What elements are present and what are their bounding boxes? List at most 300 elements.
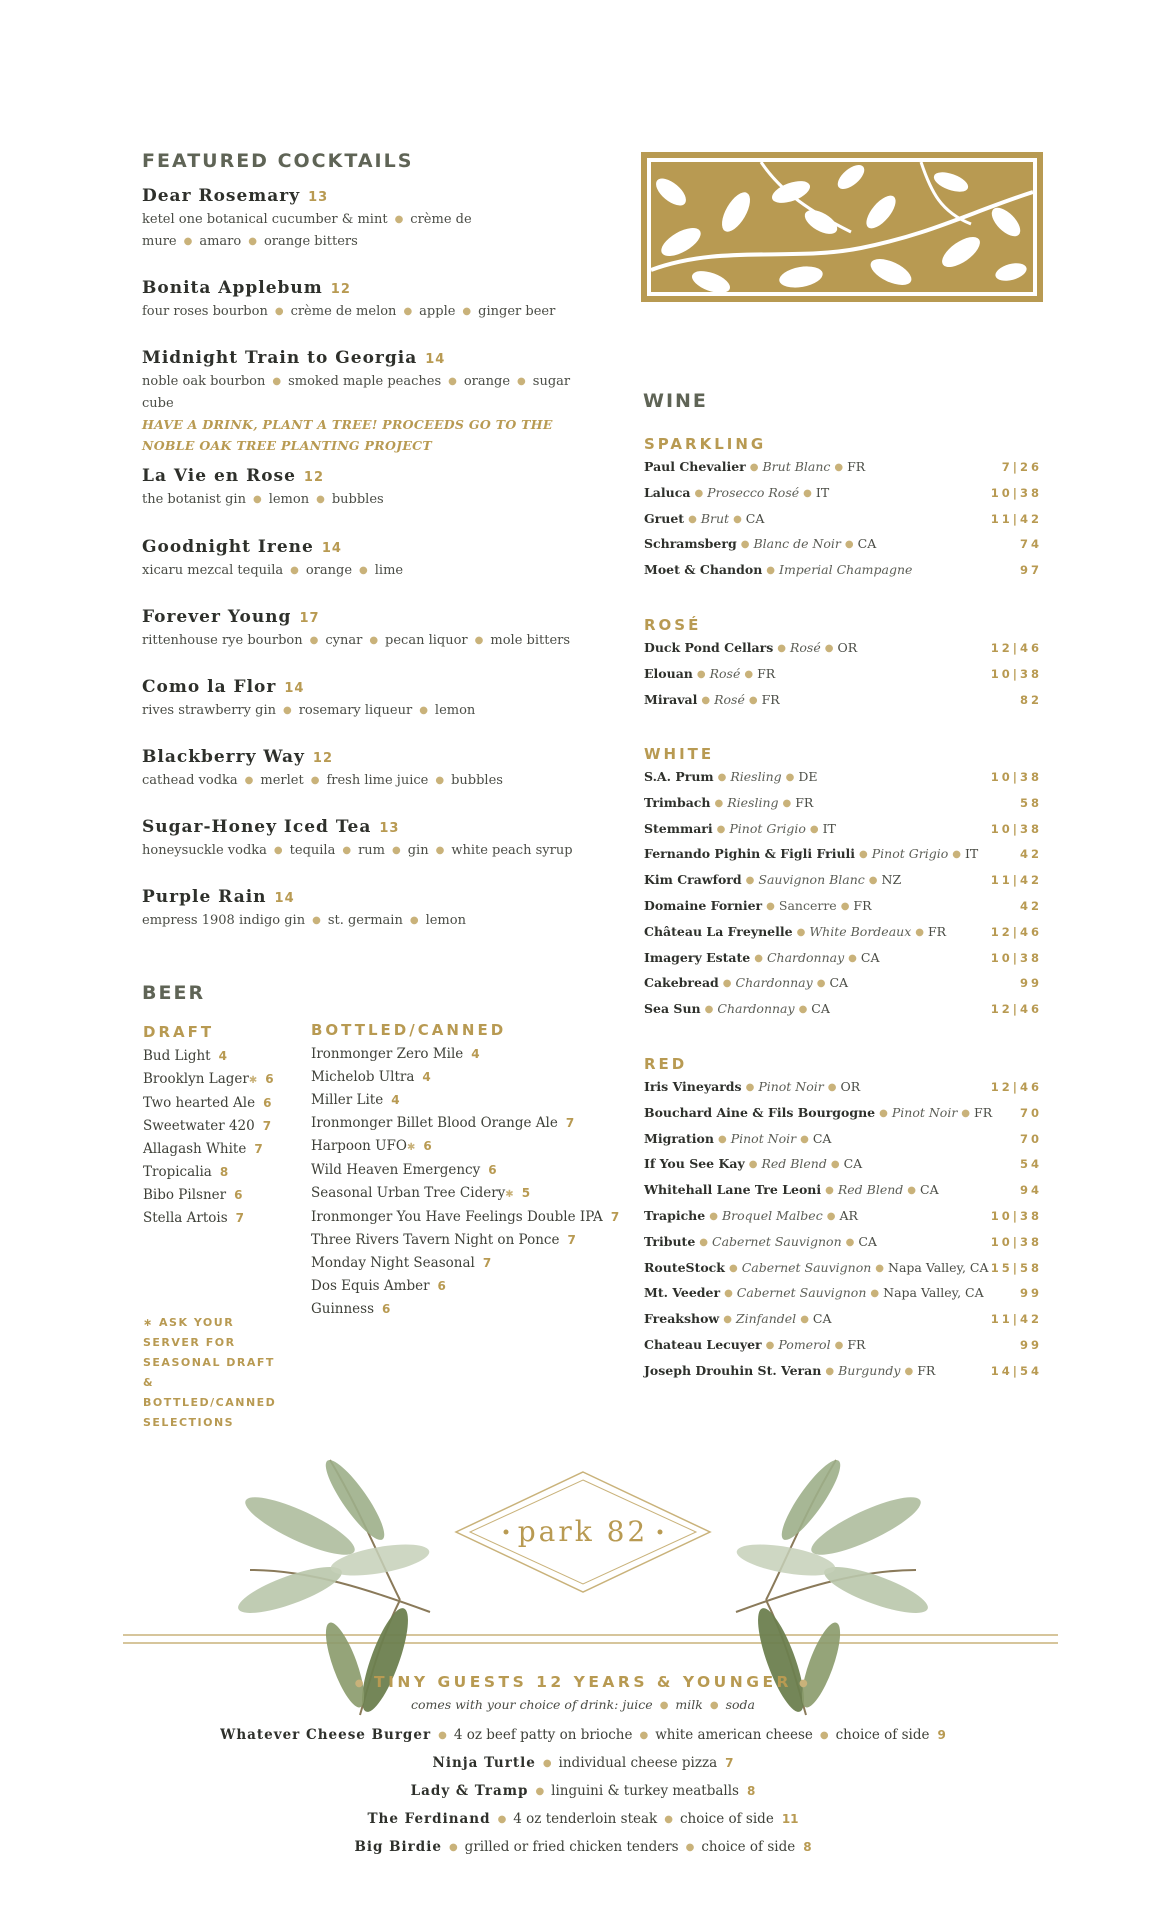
wine-winery: Château La Freynelle — [644, 923, 793, 939]
wine-row — [644, 1311, 1042, 1337]
wine-varietal: Cabernet Sauvignon — [736, 1285, 867, 1301]
wine-varietal: Burgundy — [838, 1362, 901, 1378]
wine-row — [644, 1001, 1042, 1027]
wine-row — [644, 924, 1042, 950]
separator-dot: ● — [409, 915, 419, 926]
ingredient: crème de mure — [142, 212, 472, 249]
kids-item-desc: linguini & turkey meatballs — [551, 1783, 739, 1799]
separator-dot: ● — [717, 772, 727, 783]
kids-drink: milk — [675, 1697, 703, 1712]
beer-item — [311, 1275, 619, 1298]
wine-region: FR — [853, 897, 872, 913]
ingredient: st. germain — [327, 913, 403, 928]
kids-subtitle — [0, 1697, 1166, 1712]
beer-price: 7 — [567, 1233, 576, 1247]
beer-item — [311, 1298, 619, 1321]
wine-desc — [644, 1285, 984, 1300]
separator-dot: ● — [273, 845, 283, 856]
wine-desc — [644, 1208, 858, 1223]
wine-desc — [644, 924, 946, 939]
cocktail-item — [142, 537, 582, 582]
ingredient: tequila — [289, 843, 336, 858]
ingredient: bubbles — [331, 492, 384, 507]
separator-dot: ● — [826, 1210, 836, 1222]
ingredient: orange bitters — [263, 234, 358, 249]
separator-dot: ● — [244, 775, 254, 786]
cocktail-name — [142, 677, 582, 697]
beer-price: 6 — [488, 1163, 497, 1177]
wine-region: CA — [812, 1311, 832, 1327]
cocktail-price: 14 — [425, 352, 446, 367]
separator-dot: ● — [722, 978, 732, 990]
wine-winery: Miraval — [644, 691, 698, 707]
wine-desc — [644, 898, 872, 913]
ingredient: sugar cube — [142, 374, 571, 411]
separator-dot: ● — [438, 1730, 447, 1741]
wine-winery: Whitehall Lane Tre Leoni — [644, 1182, 822, 1198]
wine-row — [644, 795, 1042, 821]
separator-dot: ● — [704, 1004, 714, 1016]
cocktail-item — [142, 887, 582, 932]
cocktail-price: 13 — [379, 821, 400, 836]
kids-drink: juice — [622, 1697, 653, 1712]
wine-desc — [644, 1105, 992, 1120]
separator-dot: ● — [782, 797, 792, 809]
wine-varietal: Riesling — [727, 794, 779, 810]
separator-dot: ● — [664, 1814, 673, 1825]
cocktail-price: 14 — [284, 681, 305, 696]
wine-region: CA — [857, 536, 877, 552]
ingredient: rittenhouse rye bourbon — [142, 633, 303, 648]
separator-dot: ● — [342, 845, 352, 856]
wine-varietal: Brut — [700, 510, 730, 526]
cocktail-item — [142, 747, 582, 792]
wine-desc — [644, 666, 775, 681]
rose-list — [644, 640, 1042, 717]
separator-dot: ● — [359, 565, 368, 576]
wine-varietal: Zinfandel — [735, 1311, 797, 1327]
separator-dot: ● — [825, 1365, 835, 1377]
cocktail-name — [142, 537, 582, 557]
ingredient: apple — [419, 304, 456, 319]
wine-winery: Joseph Drouhin St. Veran — [644, 1362, 822, 1378]
bottled-list — [311, 1043, 619, 1321]
wine-desc — [644, 1337, 865, 1352]
separator-dot: ● — [834, 462, 844, 473]
wine-winery: Moet & Chandon — [644, 562, 763, 578]
kids-title: ● TINY GUESTS 12 YEARS & YOUNGER ● — [354, 1673, 812, 1691]
ingredient: white peach syrup — [451, 843, 573, 858]
beer-name: Tropicalia — [143, 1164, 212, 1180]
cocktail-ingredients — [142, 489, 582, 511]
wine-region: OR — [840, 1079, 861, 1094]
wine-region: FR — [795, 794, 814, 810]
wine-region: Napa Valley, CA — [888, 1259, 989, 1275]
wine-region: IT — [822, 820, 836, 836]
cocktail-price: 17 — [299, 611, 320, 626]
ingredient: amaro — [199, 234, 242, 249]
beer-name: Ironmonger You Have Feelings Double IPA — [311, 1209, 603, 1225]
cocktail-name-text: Goodnight Irene — [142, 537, 314, 557]
wine-price: 7|26 — [1001, 460, 1042, 474]
separator-dot: ● — [696, 668, 706, 680]
wine-row — [644, 950, 1042, 976]
wine-row — [644, 536, 1042, 562]
wine-varietal: Imperial Champagne — [779, 562, 913, 578]
separator-dot: ● — [733, 513, 742, 525]
separator-dot: ● — [659, 1700, 669, 1711]
wine-varietal: Blanc de Noir — [753, 536, 841, 552]
ingredient: smoked maple peaches — [288, 374, 442, 389]
separator-dot: ● — [310, 775, 320, 786]
beer-item — [311, 1182, 619, 1206]
wine-region: AR — [839, 1207, 858, 1223]
cocktail-item — [142, 466, 582, 511]
kids-item-desc: grilled or fried chicken tenders — [464, 1839, 679, 1855]
separator-dot: ● — [272, 376, 282, 387]
separator-dot: ● — [517, 376, 526, 387]
cocktail-name — [142, 607, 582, 627]
kids-item-desc: 4 oz tenderloin steak — [513, 1811, 658, 1827]
wine-price: 14|54 — [990, 1363, 1042, 1378]
wine-region: OR — [837, 640, 858, 655]
wine-desc — [644, 640, 857, 655]
separator-dot: ● — [403, 306, 413, 317]
wine-varietal: Pinot Noir — [758, 1079, 824, 1094]
separator-dot: ● — [740, 539, 750, 551]
beer-price: 7 — [565, 1116, 575, 1130]
separator-dot: ● — [316, 494, 325, 505]
wine-region: CA — [860, 949, 880, 965]
wine-winery: Bouchard Aine & Fils Bourgogne — [644, 1104, 876, 1120]
beer-item — [311, 1159, 619, 1182]
wine-row — [644, 1285, 1042, 1311]
sparkling-title: SPARKLING — [644, 435, 767, 453]
wine-winery: RouteStock — [644, 1259, 725, 1275]
separator-dot: ● — [915, 926, 924, 938]
ingredient: crème de melon — [290, 304, 397, 319]
wine-varietal: Cabernet Sauvignon — [741, 1259, 872, 1275]
wine-row — [644, 640, 1042, 666]
wine-winery: If You See Kay — [644, 1156, 745, 1172]
separator-dot: ● — [282, 705, 292, 716]
beer-price: 6 — [265, 1072, 274, 1086]
separator-dot: ● — [723, 1314, 732, 1326]
wine-row — [644, 975, 1042, 1001]
wine-region: FR — [917, 1362, 936, 1378]
seasonal-star-icon: ✱ — [406, 1142, 416, 1153]
wine-region: CA — [920, 1182, 939, 1198]
cocktail-item — [142, 348, 582, 456]
separator-dot: ● — [816, 978, 826, 990]
wine-row — [644, 1105, 1042, 1131]
seasonal-star-icon: ✱ — [505, 1189, 514, 1200]
separator-dot: ● — [497, 1814, 507, 1825]
kids-item — [0, 1834, 1166, 1862]
beer-item — [311, 1135, 619, 1159]
beer-price: 6 — [263, 1096, 272, 1110]
separator-dot: ● — [961, 1107, 971, 1119]
separator-dot: ● — [252, 494, 262, 505]
wine-varietal: Brut Blanc — [762, 459, 831, 474]
beer-price: 7 — [610, 1210, 620, 1224]
wine-price: 42 — [1019, 847, 1042, 862]
kids-item-desc: choice of side — [835, 1727, 930, 1743]
separator-dot: ● — [542, 1758, 552, 1769]
wine-winery: Fernando Pighin & Figli Friuli — [644, 846, 856, 862]
cocktail-ingredients — [142, 910, 582, 932]
wine-desc — [644, 459, 865, 474]
wine-region: IT — [964, 846, 979, 862]
cocktail-name — [142, 747, 582, 767]
separator-dot: ● — [462, 306, 472, 317]
beer-item — [311, 1043, 619, 1066]
wine-varietal: Chardonnay — [717, 1001, 795, 1017]
kids-item-desc: choice of side — [701, 1839, 796, 1855]
wine-price: 12|46 — [990, 1002, 1042, 1017]
wine-winery: Domaine Fornier — [644, 897, 763, 913]
wine-price: 11|42 — [990, 873, 1042, 888]
cocktail-note: HAVE A DRINK, PLANT A TREE! PROCEEDS GO TO THE NOBLE OAK TREE PLANTING PROJECT — [142, 417, 553, 453]
wine-region: CA — [843, 1156, 863, 1172]
wine-region: FR — [847, 459, 866, 474]
ingredient: fresh lime juice — [326, 773, 429, 788]
beer-note: ∗ ASK YOUR SERVER FOR SEASONAL DRAFT & BOTTLED/CANNED SELECTIONS — [143, 1316, 277, 1429]
wine-price: 74 — [1019, 537, 1042, 552]
wine-desc — [644, 1260, 989, 1275]
beer-item — [311, 1229, 619, 1252]
beer-name: Stella Artois — [143, 1210, 228, 1226]
wine-row — [644, 511, 1042, 537]
wine-varietal: Chardonnay — [766, 949, 845, 965]
ingredient: lemon — [425, 913, 466, 928]
wine-winery: Trapiche — [644, 1207, 706, 1223]
wine-varietal: Pinot Grigio — [729, 820, 806, 836]
cocktail-ingredients — [142, 840, 582, 862]
beer-price: 6 — [234, 1188, 243, 1202]
beer-item — [143, 1161, 274, 1184]
leaf-pattern-box — [641, 152, 1043, 302]
wine-row — [644, 1156, 1042, 1182]
separator-dot: ● — [701, 694, 711, 706]
cocktail-price: 12 — [330, 282, 351, 297]
separator-dot: ● — [879, 1107, 888, 1119]
separator-dot: ● — [694, 487, 704, 499]
wine-winery: Laluca — [644, 484, 691, 500]
separator-dot: ● — [777, 643, 786, 654]
kids-item-price: 8 — [746, 1784, 756, 1798]
wine-price: 11|42 — [990, 511, 1042, 526]
separator-dot: ● — [748, 1159, 758, 1171]
separator-dot: ● — [904, 1365, 914, 1377]
cocktail-item — [142, 817, 582, 862]
wine-varietal: Pinot Noir — [891, 1104, 958, 1120]
wine-varietal: Sancerre — [778, 897, 837, 913]
ingredient: pecan liquor — [385, 633, 468, 648]
draft-title: DRAFT — [143, 1023, 215, 1041]
ingredient: lemon — [434, 703, 476, 718]
cocktail-item — [142, 278, 582, 323]
ingredient: orange — [305, 563, 353, 578]
wine-region: CA — [858, 1233, 877, 1249]
wine-varietal: Pinot Noir — [730, 1130, 797, 1146]
wine-desc — [644, 975, 848, 990]
bottled-title: BOTTLED/CANNED — [311, 1021, 507, 1039]
cocktail-name — [142, 466, 582, 486]
separator-dot: ● — [435, 845, 445, 856]
wine-price: 10|38 — [990, 770, 1042, 784]
wine-region: CA — [829, 975, 849, 991]
cocktail-price: 14 — [274, 891, 295, 906]
seasonal-star-icon: ✱ — [248, 1075, 258, 1086]
beer-name: Wild Heaven Emergency — [311, 1162, 481, 1178]
wine-region: IT — [815, 484, 830, 500]
wine-row — [644, 1234, 1042, 1260]
separator-dot: ● — [688, 513, 697, 525]
wine-price: 10|38 — [990, 1234, 1042, 1249]
separator-dot: ● — [766, 565, 776, 577]
wine-varietal: Sauvignon Blanc — [758, 872, 865, 888]
draft-list — [143, 1045, 274, 1230]
wine-desc — [644, 769, 818, 784]
logo-text: park 82 — [517, 1515, 649, 1548]
separator-dot: ● — [907, 1185, 917, 1197]
cocktail-ingredients — [142, 560, 582, 582]
wine-desc — [644, 692, 780, 707]
kids-item-price: 9 — [937, 1728, 946, 1742]
separator-dot: ● — [448, 376, 457, 387]
wine-desc — [644, 1131, 831, 1146]
separator-dot: ● — [800, 1133, 809, 1145]
kids-item-name: Ninja Turtle — [432, 1755, 536, 1771]
kids-subtitle-text: comes with your choice of drink: — [410, 1697, 619, 1712]
wine-region: DE — [798, 769, 818, 784]
wine-winery: Cakebread — [644, 975, 719, 991]
separator-dot: ● — [744, 668, 754, 680]
ingredient: xicaru mezcal tequila — [142, 563, 284, 578]
kids-item-price: 11 — [781, 1812, 799, 1826]
wine-winery: Schramsberg — [644, 536, 737, 552]
separator-dot: ● — [183, 236, 193, 247]
separator-dot: ● — [274, 306, 284, 317]
separator-dot: ● — [952, 849, 961, 861]
beer-price: 7 — [262, 1119, 272, 1133]
beer-item — [143, 1207, 274, 1230]
beer-name: Ironmonger Billet Blood Orange Ale — [311, 1115, 558, 1131]
cocktail-name-text: Dear Rosemary — [142, 186, 301, 206]
cocktail-item — [142, 677, 582, 722]
wine-desc — [644, 795, 813, 810]
wine-price: 42 — [1019, 898, 1042, 913]
wine-winery: Duck Pond Cellars — [644, 640, 774, 655]
beer-price: 7 — [254, 1142, 263, 1156]
white-list — [644, 769, 1042, 1027]
wine-region: NZ — [881, 872, 902, 888]
wine-varietal: Red Blend — [837, 1182, 904, 1198]
wine-row — [644, 1363, 1042, 1389]
wine-winery: Stemmari — [644, 820, 713, 836]
ingredient: bubbles — [451, 773, 503, 788]
wine-row — [644, 666, 1042, 692]
separator-dot: ● — [639, 1730, 649, 1741]
wine-price: 10|38 — [990, 666, 1042, 681]
wine-region: CA — [811, 1001, 830, 1017]
wine-desc — [644, 1363, 935, 1378]
cocktail-name — [142, 278, 582, 298]
cocktail-ingredients — [142, 630, 582, 652]
beer-price: 6 — [423, 1139, 432, 1153]
beer-title: BEER — [142, 982, 206, 1004]
separator-dot: ● — [800, 1314, 809, 1326]
beer-price: 4 — [471, 1047, 480, 1061]
beer-name: Seasonal Urban Tree Cidery — [311, 1185, 506, 1201]
wine-winery: Trimbach — [644, 794, 711, 810]
cocktail-price: 12 — [312, 751, 333, 766]
wine-varietal: White Bordeaux — [809, 923, 912, 939]
wine-varietal: Prosecco Rosé — [707, 484, 800, 500]
beer-price: 6 — [437, 1279, 446, 1293]
cocktail-price: 13 — [308, 190, 329, 205]
separator-dot: ● — [312, 915, 321, 926]
wine-winery: Mt. Veeder — [644, 1285, 721, 1301]
cocktail-name-text: Purple Rain — [142, 887, 267, 907]
wine-row — [644, 1208, 1042, 1234]
wine-varietal: Broquel Malbec — [721, 1207, 823, 1223]
sparkling-list — [644, 459, 1042, 588]
wine-winery: Tribute — [644, 1233, 696, 1249]
kids-item-desc: choice of side — [679, 1811, 774, 1827]
cocktail-name-text: Forever Young — [142, 607, 292, 627]
wine-desc — [644, 511, 764, 526]
ingredient: empress 1908 indigo gin — [142, 913, 306, 928]
wine-price: 82 — [1019, 692, 1042, 707]
wine-price: 94 — [1019, 1183, 1042, 1198]
beer-name: Two hearted Ale — [143, 1095, 256, 1111]
ingredient: cathead vodka — [142, 773, 238, 788]
wine-region: FR — [928, 923, 947, 939]
ingredient: lemon — [268, 492, 310, 507]
kids-item-name: Lady & Tramp — [410, 1783, 529, 1799]
separator-dot: ● — [803, 487, 812, 499]
separator-dot: ● — [394, 214, 404, 225]
wine-varietal: Riesling — [730, 769, 782, 784]
beer-name: Miller Lite — [311, 1092, 384, 1108]
wine-title: WINE — [643, 390, 708, 412]
beer-name: Three Rivers Tavern Night on Ponce — [311, 1232, 560, 1248]
wine-row — [644, 485, 1042, 511]
wine-desc — [644, 1311, 832, 1326]
separator-dot: ● — [796, 926, 806, 938]
wine-region: FR — [757, 665, 776, 681]
wine-desc — [644, 950, 879, 965]
ingredient: merlet — [260, 773, 304, 788]
wine-desc — [644, 562, 912, 577]
separator-dot: ● — [248, 236, 257, 247]
beer-item — [311, 1066, 619, 1089]
beer-name: Bibo Pilsner — [143, 1187, 227, 1203]
ingredient: rives strawberry gin — [142, 703, 276, 718]
separator-dot: ● — [848, 952, 857, 964]
kids-item — [0, 1750, 1166, 1778]
cocktail-ingredients — [142, 700, 582, 722]
beer-name: Allagash White — [143, 1141, 247, 1157]
beer-item — [311, 1089, 619, 1112]
beer-item — [311, 1252, 619, 1275]
wine-row — [644, 692, 1042, 718]
separator-dot: ● — [474, 635, 484, 646]
wine-desc — [644, 1079, 860, 1094]
separator-dot: ● — [717, 1133, 727, 1145]
